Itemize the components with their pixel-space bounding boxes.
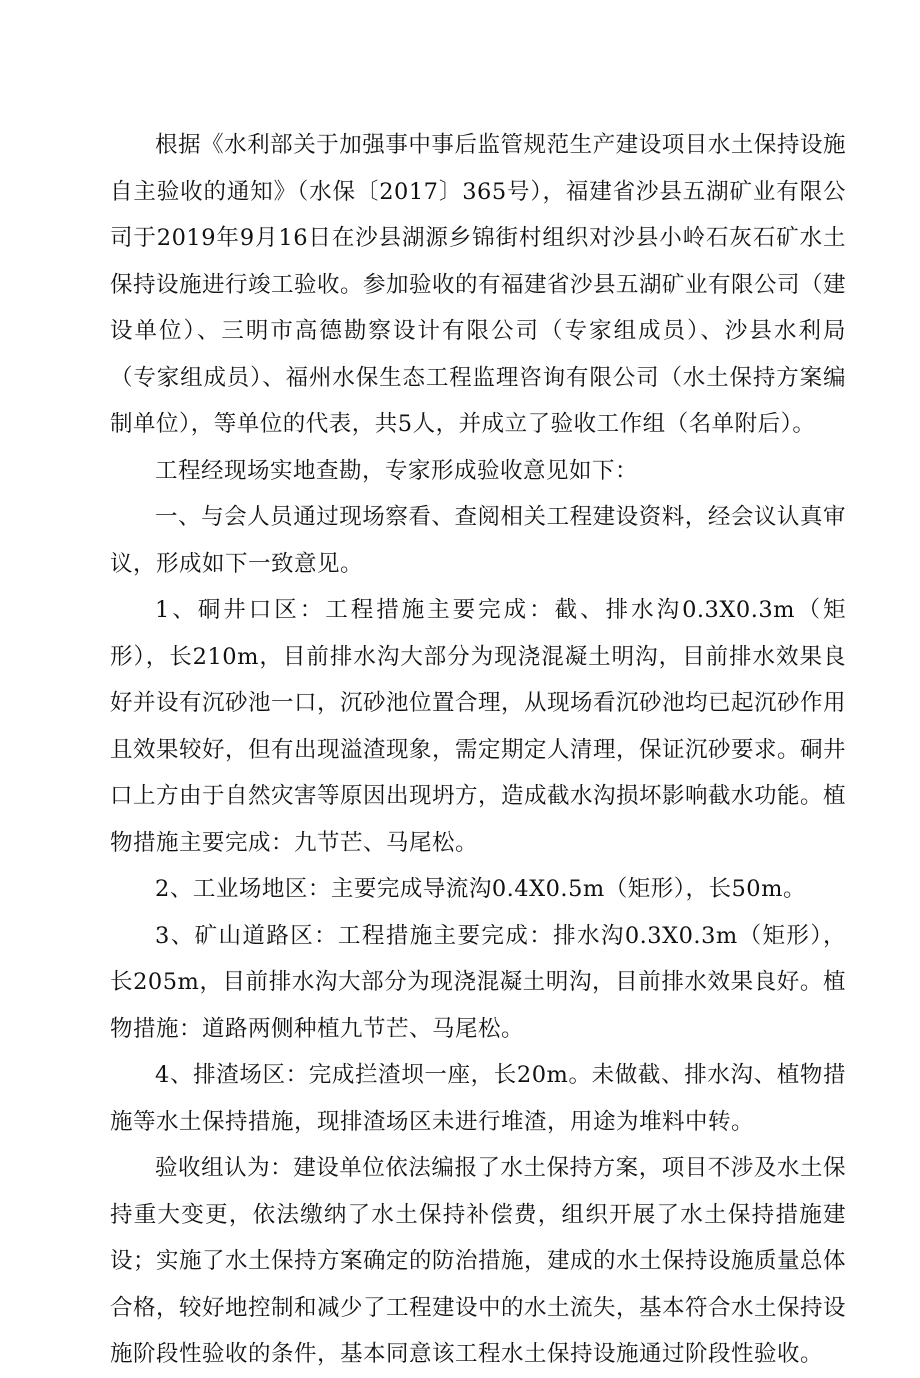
paragraph-item-4: 4、排渣场区：完成拦渣坝一座，长20m。未做截、排水沟、植物措施等水土保持措施，现排渣场区未进行堆渣，用途为堆料中转。 — [110, 1062, 846, 1135]
paragraph-inspection: 工程经现场实地查勘，专家形成验收意见如下： — [155, 457, 639, 484]
paragraph-item-1: 1、硐井口区：工程措施主要完成：截、排水沟0.3X0.3m（矩形），长210m，目前排水沟大部分为现浇混凝土明沟，目前排水效果良好并设有沉砂池一口，沉砂池位置合理，从现场看沉砂池均已起沉砂作用且效果较好，但有出现溢渣现象，需定期定人清理，保证沉砂要求。硐井口上方由于自然灾害等原因出现坍方，造成截水沟损坏影响截水功能。植物措施主要完成：九节芒、马尾松。 — [110, 597, 847, 856]
paragraph-opinion-one: 一、与会人员通过现场察看、查阅相关工程建设资料，经会议认真审议，形成如下一致意见。 — [110, 504, 846, 577]
paragraph-conclusion: 验收组认为：建设单位依法编报了水土保持方案，项目不涉及水土保持重大变更，依法缴纳了水土保持补偿费，组织开展了水土保持措施建设；实施了水土保持方案确定的防治措施，建成的水土保持设施质量总体合格，较好地控制和减少了工程建设中的水土流失，基本符合水土保持设施阶段性验收的条件，基本同意该工程水土保持设施通过阶段性验收。 — [110, 1155, 847, 1367]
paragraph-intro: 根据《水利部关于加强事中事后监管规范生产建设项目水土保持设施自主验收的通知》（水保〔2017〕365号），福建省沙县五湖矿业有限公司于2019年9月16日在沙县湖源乡锦街村组织对沙县小岭石灰石矿水土保持设施进行竣工验收。参加验收的有福建省沙县五湖矿业有限公司（建设单位）、三明市高德勘察设计有限公司（专家组成员）、沙县水利局（专家组成员）、福州水保生态工程监理咨询有限公司（水土保持方案编制单位），等单位的代表，共5人，并成立了验收工作组（名单附后）。 — [110, 132, 847, 437]
paragraph-item-3: 3、矿山道路区：工程措施主要完成：排水沟0.3X0.3m（矩形），长205m，目前排水沟大部分为现浇混凝土明沟，目前排水效果良好。植物措施：道路两侧种植九节芒、马尾松。 — [110, 922, 846, 1042]
paragraph-item-2: 2、工业场地区：主要完成导流沟0.4X0.5m（矩形），长50m。 — [155, 876, 806, 902]
document-body — [110, 122, 846, 1378]
